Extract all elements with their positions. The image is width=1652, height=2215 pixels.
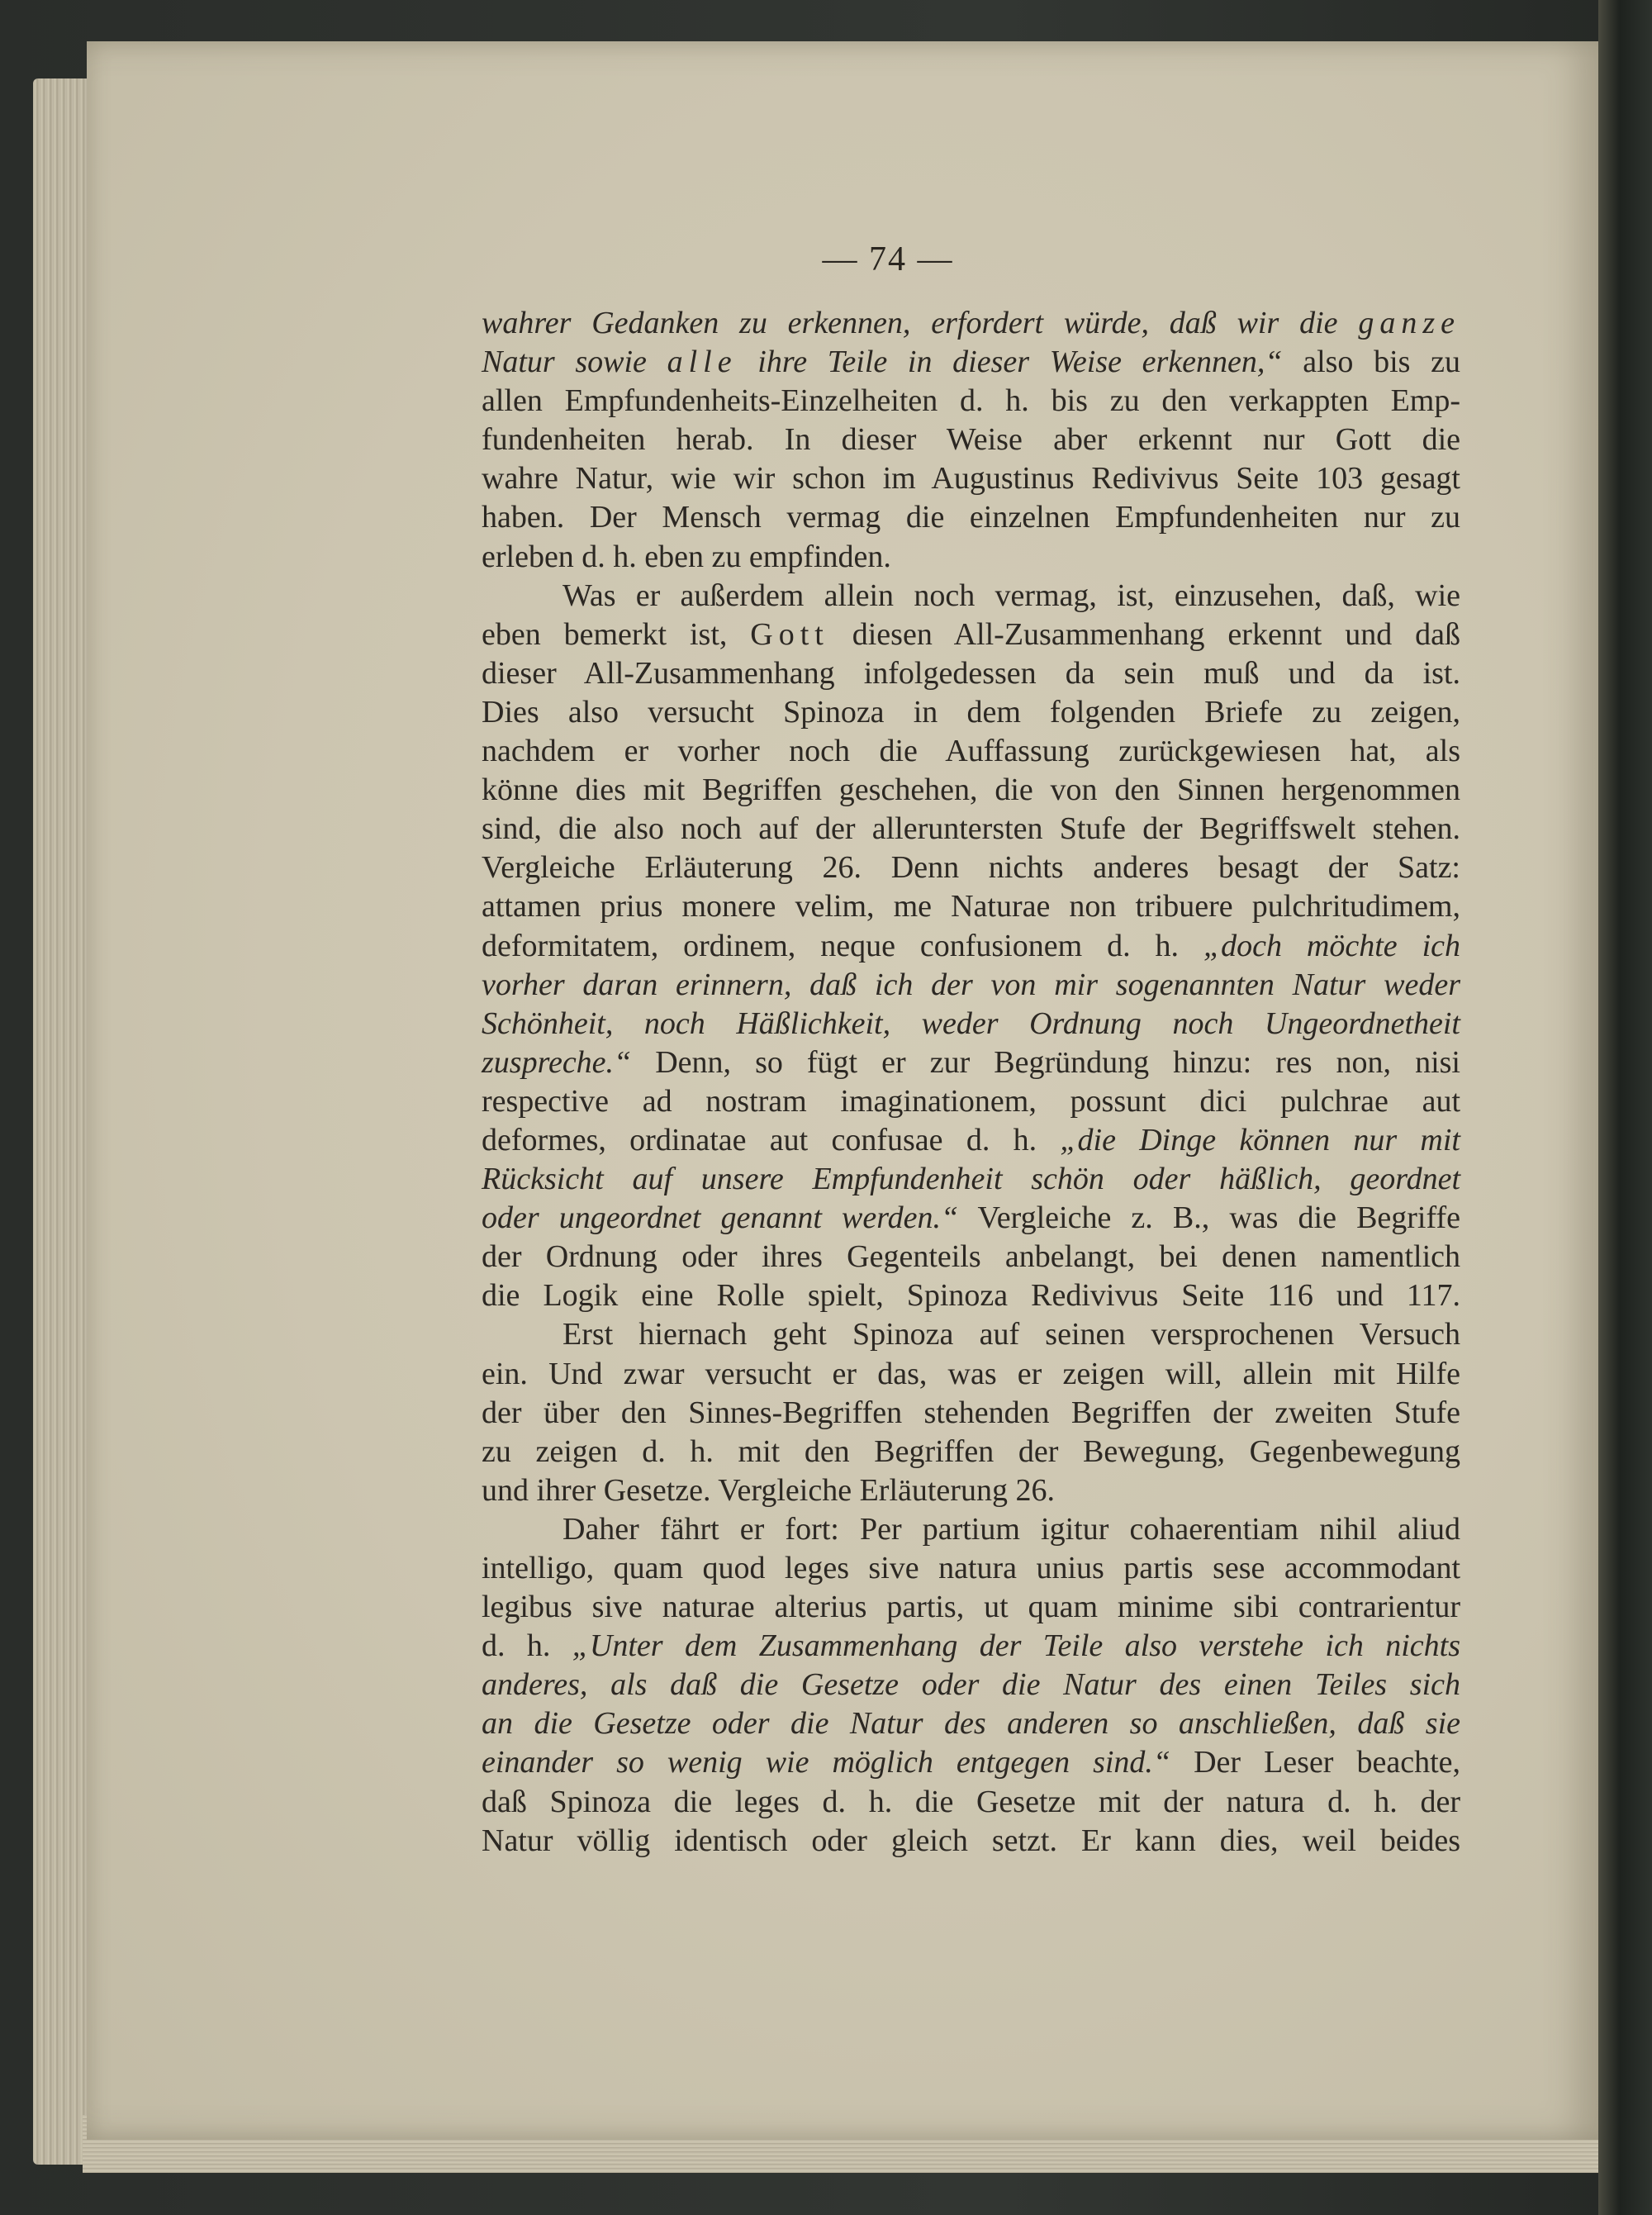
text-segment: fundenheiten herab. In dieser Weise aber erkennt nur Gott die [482,422,1460,458]
page-number [0,240,1652,279]
text-line [482,810,1460,848]
text-line [482,1199,1460,1238]
italic-text-segment: an die Gesetze oder die Natur des anderen so anschließen, daß sie [482,1706,1460,1742]
italic-text-segment: anderes, als daß die Gesetze oder die Natur des einen Teiles sich [482,1667,1460,1703]
text-segment: respective ad nostram imaginationem, possunt dici pulchrae aut [482,1083,1460,1119]
text-line [482,1238,1460,1276]
text-line [482,538,1460,577]
text-line [482,1549,1460,1588]
text-line [482,1082,1460,1121]
text-line [482,1355,1460,1394]
book-spine-shadow [1598,0,1652,2215]
text-line [482,304,1460,343]
text-segment: der über den Sinnes-Begriffen stehenden Begriffen der zweiten Stufe [482,1395,1460,1430]
text-segment: intelligo, quam quod leges sive natura unius partis sese accommodant [482,1551,1460,1585]
text-line [482,1315,1460,1354]
text-segment: ein. Und zwar versucht er das, was er zeigen will, allein mit Hilfe [482,1356,1460,1391]
text-line [482,732,1460,771]
text-line [482,927,1460,966]
italic-text-segment: ihre Teile in dieser Weise erkennen,“ [737,345,1283,380]
text-segment: dieser All-Zusammenhang infolgedessen da sein muß und da ist. [482,655,1460,691]
text-line [482,848,1460,887]
italic-text-segment: „Unter dem Zusammenhang der Teile also verstehe ich nichts [572,1628,1461,1664]
text-segment: legibus sive naturae alterius partis, ut quam minime sibi contrarientur [482,1590,1460,1625]
text-line [482,1433,1460,1471]
text-line [482,1627,1460,1666]
italic-text-segment: vorher daran erinnern, daß ich der von mir sogenannten Natur weder [482,967,1460,1002]
text-line [482,1005,1460,1043]
text-line [482,1704,1460,1743]
text-line [482,887,1460,926]
text-segment: Was er außerdem allein noch vermag, ist, einzusehen, daß, wie [563,578,1460,613]
text-segment: deformes, ordinatae aut confusae d. h. [482,1122,1061,1157]
italic-text-segment: Rücksicht auf unsere Empfundenheit schön oder häßlich, geordnet [482,1162,1460,1197]
text-line [482,1783,1460,1822]
italic-text-segment: „die Dinge können nur mit [1060,1122,1460,1157]
text-line [482,421,1460,459]
text-segment: haben. Der Mensch vermag die einzelnen Empfundenheiten nur zu [482,500,1460,535]
text-segment: und ihrer Gesetze. Vergleiche Erläuterung 26. [482,1472,1055,1508]
text-line [482,966,1460,1005]
text-segment: Der Leser beachte, [1170,1745,1461,1780]
italic-text-segment: „doch möchte ich [1203,928,1460,963]
body-text [482,304,1460,1861]
italic-text-segment: Natur sowie [482,345,667,380]
italic-text-segment: ganze [1358,306,1460,340]
text-segment: die Logik eine Rolle spielt, Spinoza Redivivus Seite 116 und 117. [482,1278,1460,1314]
text-line [482,693,1460,732]
text-segment: der Ordnung oder ihres Gegenteils anbelangt, bei denen namentlich [482,1239,1460,1275]
text-segment: Daher fährt er fort: Per partium igitur cohaerentiam nihil aliud [563,1511,1460,1547]
text-line [482,1510,1460,1549]
text-line [482,1471,1460,1510]
text-line [482,1743,1460,1782]
text-line [482,1121,1460,1160]
text-segment: d. h. [482,1628,572,1664]
text-segment: zu zeigen d. h. mit den Begriffen der Bewegung, Gegenbewegung [482,1433,1460,1469]
text-segment: diesen All-Zusammenhang erkennt und daß [828,616,1461,652]
text-line [482,1588,1460,1627]
italic-text-segment: Schönheit, noch Häßlichkeit, weder Ordnung noch Ungeordnetheit [482,1005,1460,1041]
text-line [482,1043,1460,1082]
text-line [482,654,1460,693]
text-line [482,382,1460,421]
italic-text-segment: alle [667,345,738,380]
text-line [482,577,1460,616]
text-line [482,1160,1460,1199]
text-segment: deformitatem, ordinem, neque confusionem d. h. [482,928,1203,963]
text-segment: allen Empfundenheits-Einzelheiten d. h. bis zu den verkappten Emp- [482,383,1460,419]
text-segment: Vergleiche Erläuterung 26. Denn nichts anderes besagt der Satz: [482,850,1460,886]
text-segment: nachdem er vorher noch die Auffassung zurückgewiesen hat, als [482,734,1460,769]
text-line [482,459,1460,498]
text-segment: Erst hiernach geht Spinoza auf seinen versprochenen Versuch [563,1317,1460,1352]
text-segment: erleben d. h. eben zu empfinden. [482,539,891,574]
italic-text-segment: einander so wenig wie möglich entgegen sind.“ [482,1745,1171,1780]
text-line [482,498,1460,537]
text-segment: Natur völlig identisch oder gleich setzt. Er kann dies, weil beides [482,1823,1460,1858]
text-segment: eben bemerkt ist, [482,616,751,652]
italic-text-segment: zuspreche.“ [482,1044,632,1080]
text-line [482,1822,1460,1861]
text-line [482,1394,1460,1433]
text-segment: Vergleiche z. B., was die Begriffe [958,1200,1460,1236]
text-line [482,1666,1460,1704]
text-segment: also bis zu [1282,345,1460,380]
italic-text-segment: oder ungeordnet genannt werden.“ [482,1200,959,1236]
text-line [482,771,1460,810]
text-segment: Denn, so fügt er zur Begründung hinzu: res non, nisi [631,1044,1460,1080]
text-segment: daß Spinoza die leges d. h. die Gesetze mit der natura d. h. der [482,1784,1460,1819]
page-number-text: — 74 — [822,240,954,278]
text-segment: sind, die also noch auf der alleruntersten Stufe der Begriffswelt stehen. [482,811,1460,847]
text-segment: Dies also versucht Spinoza in dem folgenden Briefe zu zeigen, [482,694,1460,730]
text-segment: attamen prius monere velim, me Naturae non tribuere pulchritudimem, [482,889,1460,925]
text-line [482,1276,1460,1315]
italic-text-segment: wahrer Gedanken zu erkennen, erfordert würde, daß wir die [482,306,1359,340]
text-line [482,343,1460,382]
text-segment: Gott [750,616,829,652]
text-line [482,616,1460,654]
text-segment: könne dies mit Begriffen geschehen, die von den Sinnen hergenommen [482,772,1460,808]
text-segment: wahre Natur, wie wir schon im Augustinus Redivivus Seite 103 gesagt [482,461,1460,497]
